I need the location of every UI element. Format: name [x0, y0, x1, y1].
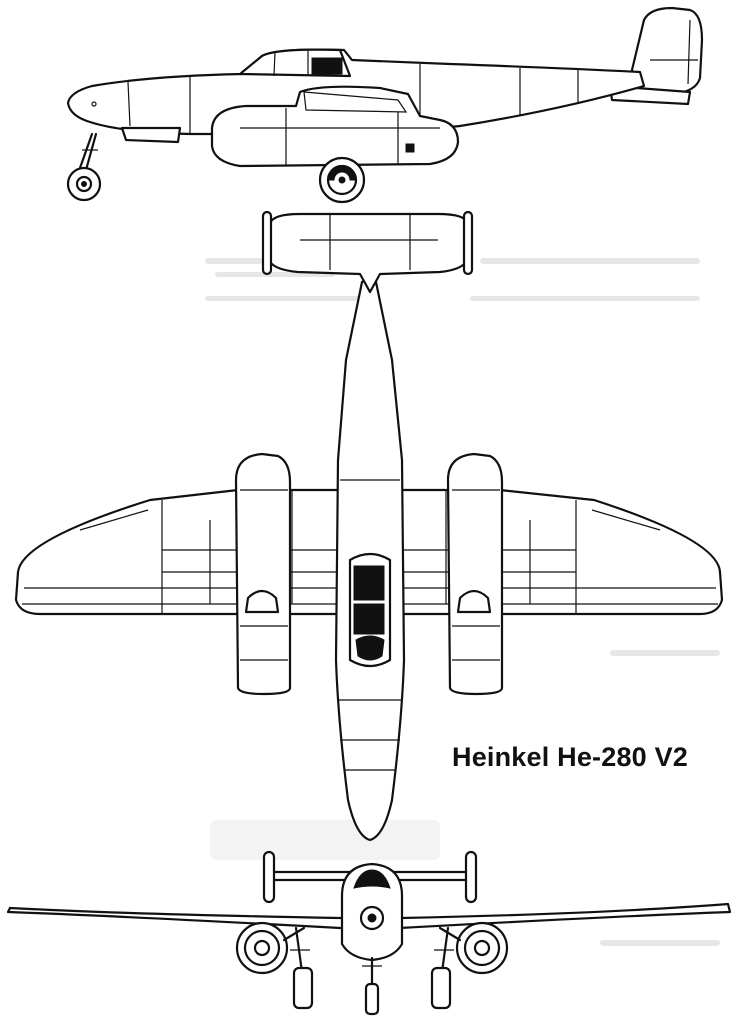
- front-left-main-gear: [290, 928, 312, 1008]
- top-left-tail-fin: [263, 212, 271, 274]
- front-right-main-gear: [432, 928, 454, 1008]
- front-right-tail-fin: [466, 852, 476, 902]
- front-nose-gear: [362, 958, 382, 1014]
- front-right-engine: [440, 923, 507, 973]
- side-view: [68, 8, 702, 202]
- front-left-engine: [237, 923, 304, 973]
- front-left-tail-fin: [264, 852, 274, 902]
- top-tailplane: [270, 214, 468, 292]
- side-main-gear: [320, 158, 364, 202]
- drawing-caption: Heinkel He-280 V2: [452, 742, 689, 772]
- front-view: [8, 852, 730, 1014]
- top-right-tail-fin: [464, 212, 472, 274]
- side-nose-gear: [68, 134, 100, 200]
- top-cockpit: [350, 554, 390, 666]
